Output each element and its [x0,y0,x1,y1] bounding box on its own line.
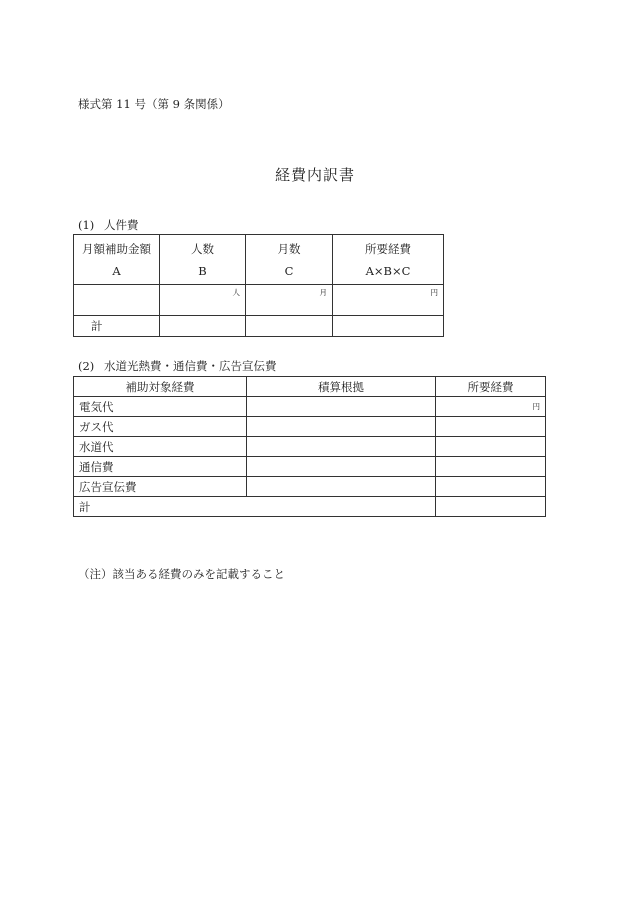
section2-heading [78,358,277,374]
section1-title: 人件費 [104,218,139,232]
expense-label: 広告宣伝費 [74,477,247,497]
total-label: 計 [74,316,160,337]
unit-label: 円 [430,288,438,297]
calculation-basis-field[interactable] [247,417,436,437]
total-label: 計 [74,497,436,517]
header-cell-months: 月数 C [246,235,333,285]
table-row [74,477,546,497]
header-cell-required-cost: 所要経費 [436,377,546,397]
table-row [74,437,546,457]
document-title: 経費内訳書 [274,166,355,184]
header-cell-eligible-expense: 補助対象経費 [74,377,247,397]
calculation-basis-field[interactable] [247,457,436,477]
table-row [74,397,546,417]
required-cost-field[interactable] [436,477,546,497]
utility-total-row [74,497,546,517]
calculation-basis-field[interactable] [247,437,436,457]
expense-label: ガス代 [74,417,247,437]
header-cell-monthly-amount: 月額補助金額 A [74,235,160,285]
personnel-total-row [74,316,444,337]
total-months-field[interactable] [246,316,333,337]
note-text: （注）該当ある経費のみを記載すること [78,567,285,581]
expense-label: 通信費 [74,457,247,477]
form-number: 様式第 11 号（第 9 条関係） [78,97,230,111]
required-cost-field[interactable] [436,397,546,417]
section2-number: (2) [78,359,95,373]
months-field[interactable] [246,285,333,316]
headcount-field[interactable] [160,285,246,316]
unit-label: 円 [532,402,540,411]
total-cost-field[interactable] [333,316,444,337]
personnel-amount-row [74,285,444,316]
utility-header-row [74,377,546,397]
required-cost-field[interactable] [333,285,444,316]
unit-label: 月 [319,288,327,297]
expense-label: 水道代 [74,437,247,457]
required-cost-field[interactable] [436,417,546,437]
section1-number: (1) [78,218,95,232]
total-cost-field[interactable] [436,497,546,517]
personnel-header-row [74,235,444,285]
section1-heading [78,217,139,233]
header-cell-required-cost: 所要経費 A×B×C [333,235,444,285]
monthly-amount-field[interactable] [74,285,160,316]
header-cell-calculation-basis: 積算根拠 [247,377,436,397]
calculation-basis-field[interactable] [247,397,436,417]
calculation-basis-field[interactable] [247,477,436,497]
required-cost-field[interactable] [436,457,546,477]
table-row [74,417,546,437]
utility-cost-table [73,376,546,517]
personnel-cost-table [73,234,444,337]
expense-label: 電気代 [74,397,247,417]
header-cell-headcount: 人数 B [160,235,246,285]
section2-title: 水道光熱費・通信費・広告宣伝費 [104,359,277,373]
table-row [74,457,546,477]
required-cost-field[interactable] [436,437,546,457]
total-headcount-field[interactable] [160,316,246,337]
unit-label: 人 [232,288,240,297]
